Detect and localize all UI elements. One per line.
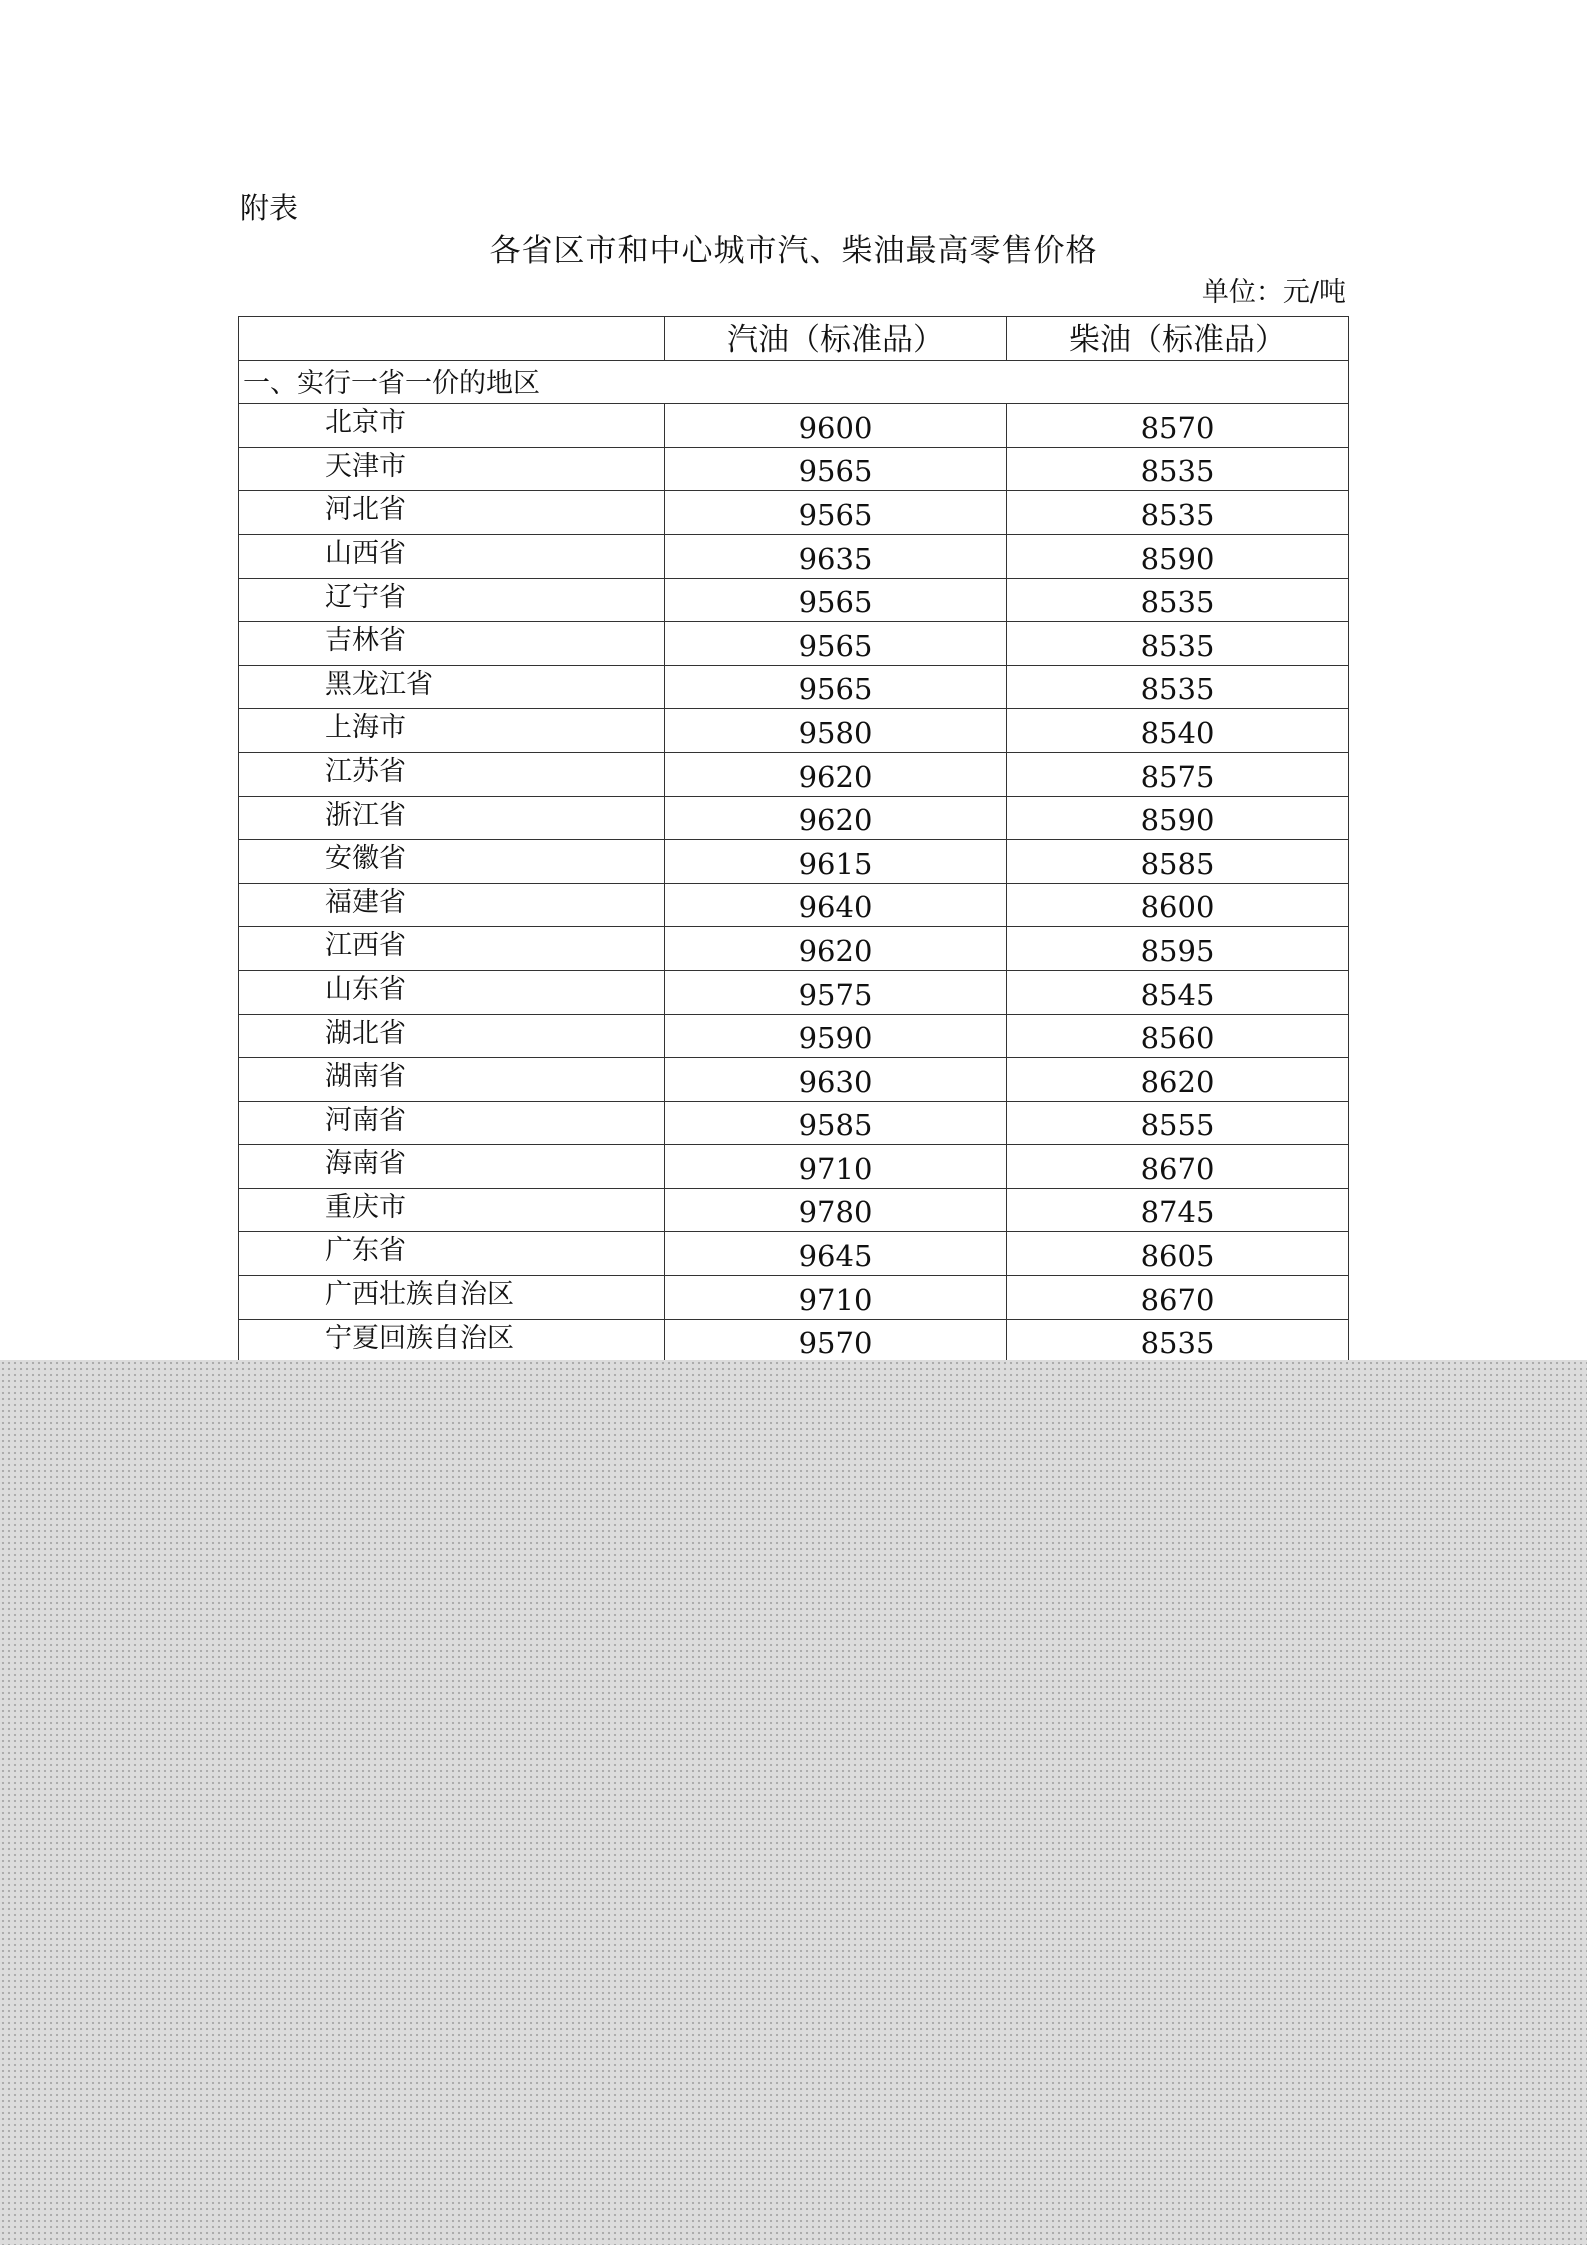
table-row	[239, 1319, 1349, 1363]
diesel-price: 8745	[1007, 1188, 1349, 1232]
gasoline-price: 9640	[665, 883, 1007, 927]
table-row	[239, 1276, 1349, 1320]
region-name: 湖南省	[239, 1058, 665, 1102]
gasoline-price: 9565	[665, 491, 1007, 535]
table-row	[239, 796, 1349, 840]
diesel-price: 8575	[1007, 752, 1349, 796]
table-row	[239, 927, 1349, 971]
diesel-price: 8535	[1007, 622, 1349, 666]
gasoline-price: 9710	[665, 1276, 1007, 1320]
diesel-price: 8560	[1007, 1014, 1349, 1058]
table-row	[239, 534, 1349, 578]
table-row	[239, 840, 1349, 884]
table-row	[239, 447, 1349, 491]
gasoline-price: 9585	[665, 1101, 1007, 1145]
table-row	[239, 1232, 1349, 1276]
gasoline-price: 9620	[665, 927, 1007, 971]
table-row	[239, 883, 1349, 927]
gasoline-price: 9635	[665, 534, 1007, 578]
region-name: 天津市	[239, 447, 665, 491]
header-diesel: 柴油（标准品）	[1007, 317, 1349, 361]
diesel-price: 8620	[1007, 1058, 1349, 1102]
diesel-price: 8545	[1007, 970, 1349, 1014]
gasoline-price: 9565	[665, 447, 1007, 491]
table-row	[239, 1188, 1349, 1232]
table-row	[239, 709, 1349, 753]
gasoline-price: 9620	[665, 752, 1007, 796]
region-name: 重庆市	[239, 1188, 665, 1232]
table-row	[239, 1101, 1349, 1145]
region-name: 河北省	[239, 491, 665, 535]
diesel-price: 8590	[1007, 534, 1349, 578]
region-name: 北京市	[239, 404, 665, 448]
document-title: 各省区市和中心城市汽、柴油最高零售价格	[489, 233, 1098, 269]
gasoline-price: 9590	[665, 1014, 1007, 1058]
header-region	[239, 317, 665, 361]
diesel-price: 8670	[1007, 1145, 1349, 1189]
diesel-price: 8535	[1007, 491, 1349, 535]
region-name: 江西省	[239, 927, 665, 971]
table-row	[239, 1058, 1349, 1102]
section-title: 一、实行一省一价的地区	[239, 360, 1349, 404]
region-name: 广东省	[239, 1232, 665, 1276]
region-name: 上海市	[239, 709, 665, 753]
table-row	[239, 752, 1349, 796]
table-row	[239, 404, 1349, 448]
region-name: 江苏省	[239, 752, 665, 796]
table-row	[239, 665, 1349, 709]
table-header-row	[239, 317, 1349, 361]
price-table	[238, 316, 1349, 1363]
region-name: 安徽省	[239, 840, 665, 884]
gasoline-price: 9575	[665, 970, 1007, 1014]
diesel-price: 8535	[1007, 665, 1349, 709]
section-row	[239, 360, 1349, 404]
region-name: 宁夏回族自治区	[239, 1319, 665, 1363]
region-name: 湖北省	[239, 1014, 665, 1058]
diesel-price: 8540	[1007, 709, 1349, 753]
gasoline-price: 9710	[665, 1145, 1007, 1189]
gasoline-price: 9565	[665, 578, 1007, 622]
gasoline-price: 9630	[665, 1058, 1007, 1102]
table-row	[239, 1014, 1349, 1058]
table-row	[239, 622, 1349, 666]
diesel-price: 8605	[1007, 1232, 1349, 1276]
region-name: 浙江省	[239, 796, 665, 840]
gasoline-price: 9645	[665, 1232, 1007, 1276]
region-name: 山西省	[239, 534, 665, 578]
diesel-price: 8535	[1007, 447, 1349, 491]
diesel-price: 8590	[1007, 796, 1349, 840]
gasoline-price: 9570	[665, 1319, 1007, 1363]
diesel-price: 8585	[1007, 840, 1349, 884]
diesel-price: 8570	[1007, 404, 1349, 448]
diesel-price: 8535	[1007, 1319, 1349, 1363]
region-name: 吉林省	[239, 622, 665, 666]
region-name: 海南省	[239, 1145, 665, 1189]
gasoline-price: 9580	[665, 709, 1007, 753]
redaction-overlay	[0, 1360, 1587, 2245]
region-name: 辽宁省	[239, 578, 665, 622]
table-row	[239, 491, 1349, 535]
header-gasoline: 汽油（标准品）	[665, 317, 1007, 361]
table-row	[239, 970, 1349, 1014]
gasoline-price: 9600	[665, 404, 1007, 448]
gasoline-price: 9780	[665, 1188, 1007, 1232]
table-row	[239, 578, 1349, 622]
gasoline-price: 9565	[665, 622, 1007, 666]
region-name: 广西壮族自治区	[239, 1276, 665, 1320]
table-body	[239, 360, 1349, 1363]
diesel-price: 8670	[1007, 1276, 1349, 1320]
region-name: 山东省	[239, 970, 665, 1014]
diesel-price: 8555	[1007, 1101, 1349, 1145]
page-label: 附表	[240, 191, 299, 225]
diesel-price: 8595	[1007, 927, 1349, 971]
gasoline-price: 9615	[665, 840, 1007, 884]
gasoline-price: 9565	[665, 665, 1007, 709]
diesel-price: 8535	[1007, 578, 1349, 622]
unit-label: 单位：元/吨	[1201, 277, 1346, 308]
region-name: 黑龙江省	[239, 665, 665, 709]
diesel-price: 8600	[1007, 883, 1349, 927]
region-name: 福建省	[239, 883, 665, 927]
region-name: 河南省	[239, 1101, 665, 1145]
gasoline-price: 9620	[665, 796, 1007, 840]
table-row	[239, 1145, 1349, 1189]
